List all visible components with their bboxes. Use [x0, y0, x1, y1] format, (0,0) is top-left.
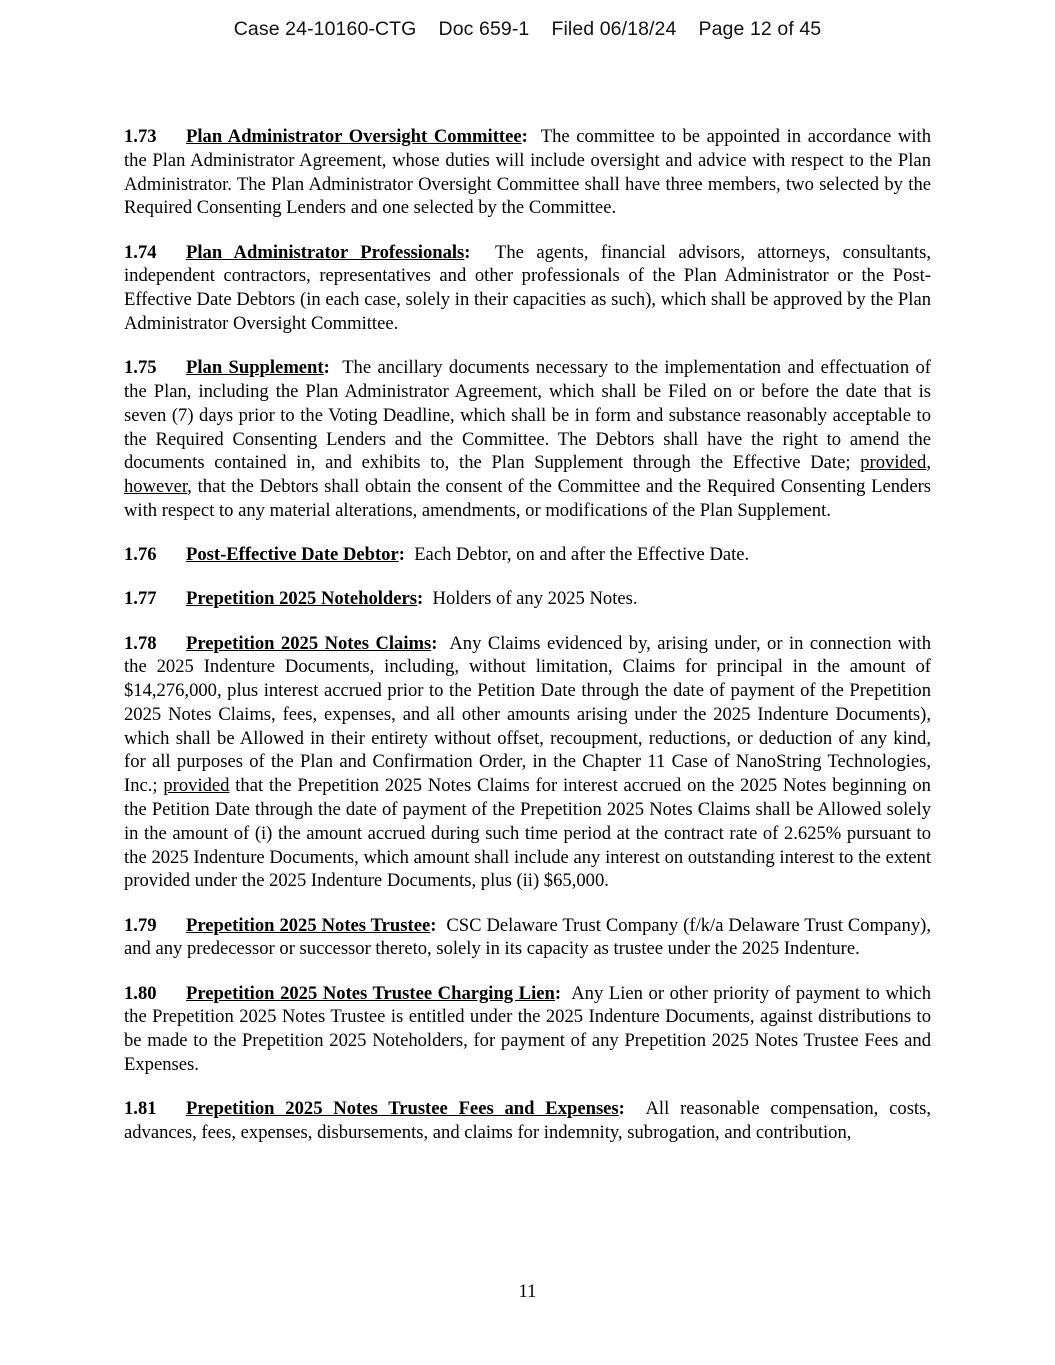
page-content [124, 125, 931, 1165]
section-1-74: 1.74 Plan Administrator Professionals: The agents, financial advisors, attorneys, consultants, independent contractors, representatives and other professionals of the Plan Administrator or the Post-Effective Date Debtors (in each case, solely in their capacities as such), which shall be approved by the Plan Administrator Oversight Committee. [124, 241, 931, 334]
section-1-75: 1.75 Plan Supplement: The ancillary documents necessary to the implementation and effectuation of the Plan, including the Plan Administrator Agreement, which shall be Filed on or before the date that is seven (7) days prior to the Voting Deadline, which shall be in form and substance reasonably acceptable to the Required Consenting Lenders and the Committee. The Debtors shall have the right to amend the documents contained in, and exhibits to, the Plan Supplement through the Effective Date; provided, however, that the Debtors shall obtain the consent of the Committee and the Required Consenting Lenders with respect to any material alterations, amendments, or modifications of the Plan Supplement. [124, 357, 931, 521]
section-1-79: 1.79 Prepetition 2025 Notes Trustee: CSC Delaware Trust Company (f/k/a Delaware Trust Company), and any predecessor or successor thereto, solely in its capacity as trustee under the 2025 Indenture. [124, 914, 931, 960]
definition-text: The agents, financial advisors, attorneys, consultants, independent contractors, representatives and other professionals of the Plan Administrator or the Post-Effective Date Debtors (in each case, solely in their capacities as such), which shall be approved by the Plan Administrator Oversight Committee. [124, 241, 931, 334]
defined-term: Prepetition 2025 Notes Trustee [186, 914, 431, 936]
section-number: 1.74 [124, 241, 157, 263]
section-number: 1.78 [124, 632, 157, 654]
section-number: 1.79 [124, 914, 157, 936]
section-number: 1.77 [124, 588, 157, 610]
section-number: 1.76 [124, 544, 157, 566]
definition-text: Each Debtor, on and after the Effective Date. [414, 544, 750, 566]
section-1-76: 1.76 Post-Effective Date Debtor: Each Debtor, on and after the Effective Date. [124, 544, 750, 566]
section-number: 1.81 [124, 1098, 157, 1120]
section-1-77: 1.77 Prepetition 2025 Noteholders: Holders of any 2025 Notes. [124, 588, 638, 610]
definition-text: The ancillary documents necessary to the implementation and effectuation of the Plan, including the Plan Administrator Agreement, which shall be Filed on or before the date that is seven (7) days prior to the Voting Deadline, which shall be in form and substance reasonably acceptable to the Required Consenting Lenders and the Committee. The Debtors shall have the right to amend the documents contained in, and exhibits to, the Plan Supplement through the Effective Date; [124, 357, 931, 474]
defined-term: Prepetition 2025 Notes Trustee Charging Lien [186, 982, 555, 1004]
case-header: Case 24-10160-CTG Doc 659-1 Filed 06/18/24 Page 12 of 45 [233, 18, 822, 40]
definition-text: CSC Delaware Trust Company (f/k/a Delaware Trust Company), and any predecessor or successor thereto, solely in its capacity as trustee under the 2025 Indenture. [124, 914, 931, 960]
section-1-80: 1.80 Prepetition 2025 Notes Trustee Charging Lien: Any Lien or other priority of payment to which the Prepetition 2025 Notes Trustee is entitled under the 2025 Indenture Documents, against distributions to be made to the Prepetition 2025 Noteholders, for payment of any Prepetition 2025 Notes Trustee Fees and Expenses. [124, 982, 931, 1076]
defined-term: Prepetition 2025 Noteholders [186, 588, 418, 610]
definition-text: Any Claims evidenced by, arising under, or in connection with the 2025 Indenture Documents, including, without limitation, Claims for principal in the amount of $14,276,000, plus interest accrued prior to the Petition Date through the date of payment of the Prepetition 2025 Notes Claims, fees, expenses, and all other amounts arising under the 2025 Indenture Documents), which shall be Allowed in their entirety without offset, recoupment, reductions, or deduction of any kind, for all purposes of the Plan and Confirmation Order, in the Chapter 11 Case of NanoString Technologies, Inc.; [124, 632, 932, 797]
section-number: 1.73 [124, 126, 157, 147]
definition-text: Holders of any 2025 Notes. [432, 588, 638, 610]
underlined-word: provided [163, 775, 230, 797]
section-number: 1.80 [124, 982, 157, 1004]
defined-term: Plan Administrator Professionals [186, 241, 465, 263]
section-1-78: 1.78 Prepetition 2025 Notes Claims: Any Claims evidenced by, arising under, or in connection with the 2025 Indenture Documents, including, without limitation, Claims for principal in the amount of $14,276,000, plus interest accrued prior to the Petition Date through the date of payment of the Prepetition 2025 Notes Claims, fees, expenses, and all other amounts arising under the 2025 Indenture Documents), which shall be Allowed in their entirety without offset, recoupment, reductions, or deduction of any kind, for all purposes of the Plan and Confirmation Order, in the Chapter 11 Case of NanoString Technologies, Inc.; provided that the Prepetition 2025 Notes Claims for interest accrued on the 2025 Notes beginning on the Petition Date through the date of payment of the Prepetition 2025 Notes Claims shall be Allowed solely in the amount of (i) the amount accrued during such time period at the contract rate of 2.625% pursuant to the 2025 Indenture Documents, which amount shall include any interest on outstanding interest to the extent provided under the 2025 Indenture Documents, plus (ii) $65,000. [124, 632, 932, 892]
separator-text: , [926, 452, 931, 474]
section-number: 1.75 [124, 357, 157, 379]
definition-text: Any Lien or other priority of payment to which the Prepetition 2025 Notes Trustee is entitled under the 2025 Indenture Documents, against distributions to be made to the Prepetition 2025 Noteholders, for payment of any Prepetition 2025 Notes Trustee Fees and Expenses. [124, 982, 931, 1076]
section-1-81: 1.81 Prepetition 2025 Notes Trustee Fees and Expenses: All reasonable compensation, costs, advances, fees, expenses, disbursements, and claims for indemnity, subrogation, and contribution, [124, 1098, 931, 1144]
definition-text: All reasonable compensation, costs, advances, fees, expenses, disbursements, and claims for indemnity, subrogation, and contribution, [124, 1098, 931, 1144]
definition-text: that the Prepetition 2025 Notes Claims for interest accrued on the 2025 Notes beginning on the Petition Date through the date of payment of the Prepetition 2025 Notes Claims shall be Allowed solely in the amount of (i) the amount accrued during such time period at the contract rate of 2.625% pursuant to the 2025 Indenture Documents, which amount shall include any interest on outstanding interest to the extent provided under the 2025 Indenture Documents, plus (ii) $65,000. [124, 775, 931, 892]
underlined-word: provided [860, 452, 927, 474]
defined-term: Plan Administrator Oversight Committee [186, 126, 522, 147]
defined-term: Plan Supplement [186, 357, 324, 379]
definition-text: The committee to be appointed in accordance with the Plan Administrator Agreement, whose duties will include oversight and advice with respect to the Plan Administrator. The Plan Administrator Oversight Committee shall have three members, two selected by the Required Consenting Lenders and one selected by the Committee. [124, 126, 931, 219]
defined-term: Post-Effective Date Debtor [186, 544, 399, 566]
underlined-word: however [124, 476, 188, 498]
section-1-73: 1.73 Plan Administrator Oversight Committee: The committee to be appointed in accordance with the Plan Administrator Agreement, whose duties will include oversight and advice with respect to the Plan Administrator. The Plan Administrator Oversight Committee shall have three members, two selected by the Required Consenting Lenders and one selected by the Committee. [124, 126, 931, 219]
defined-term: Prepetition 2025 Notes Trustee Fees and Expenses [186, 1098, 619, 1120]
defined-term: Prepetition 2025 Notes Claims [186, 632, 432, 654]
definition-text: , that the Debtors shall obtain the consent of the Committee and the Required Consenting Lenders with respect to any material alterations, amendments, or modifications of the Plan Supplement. [124, 476, 931, 521]
page-number: 11 [518, 1281, 537, 1302]
